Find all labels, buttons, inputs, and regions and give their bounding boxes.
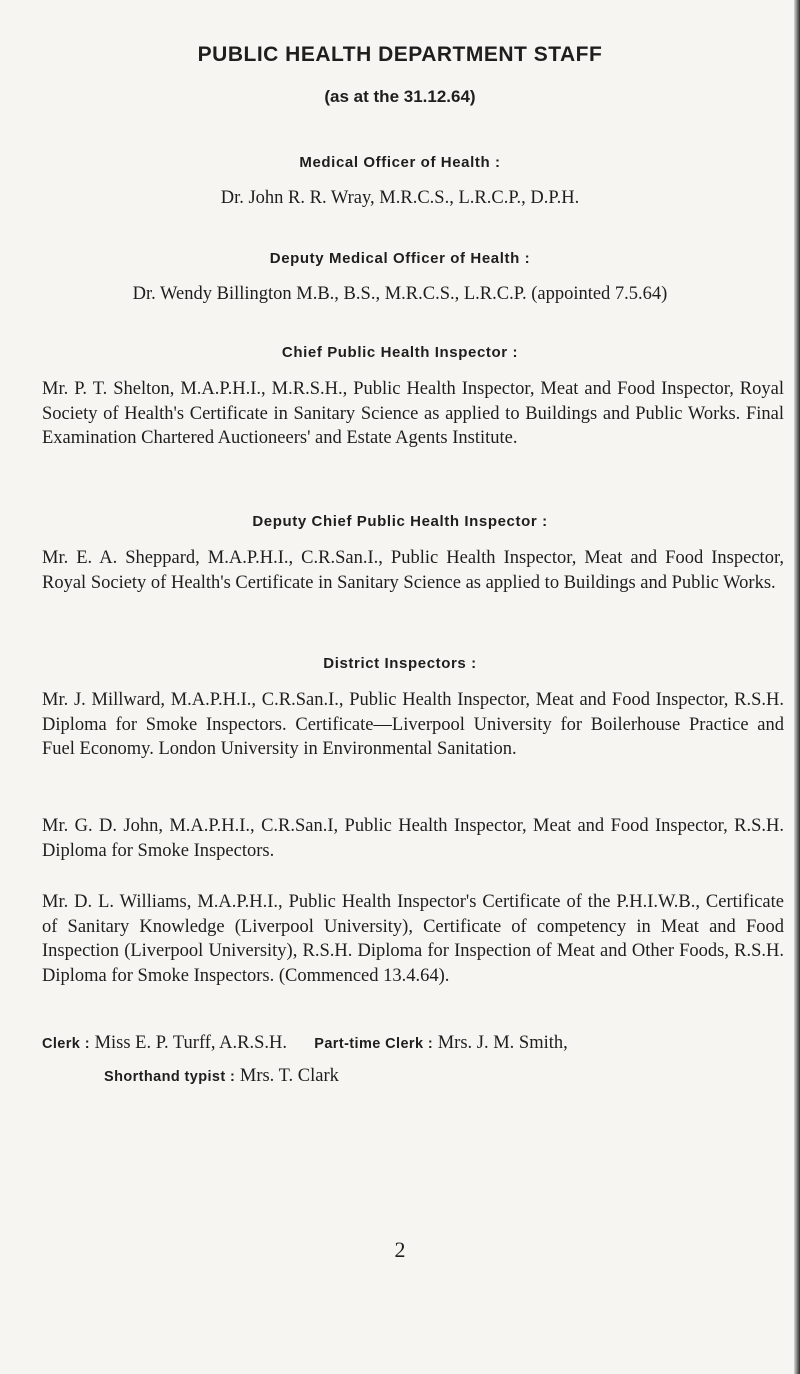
heading-deputy-chief-inspector: Deputy Chief Public Health Inspector :	[252, 513, 548, 530]
heading-district-inspectors: District Inspectors :	[323, 655, 477, 672]
heading-chief-inspector: Chief Public Health Inspector :	[281, 344, 519, 361]
page-subtitle: (as at the 31.12.64)	[324, 87, 476, 106]
deputy-medical-officer-name: Dr. Wendy Billington M.B., B.S., M.R.C.S., L.R.C.P. (appointed 7.5.64)	[132, 284, 668, 304]
part-time-clerk-name: Mrs. J. M. Smith,	[437, 1033, 568, 1053]
medical-officer-name: Dr. John R. R. Wray, M.R.C.S., L.R.C.P., D.P.H.	[220, 188, 580, 208]
typist-row	[104, 1066, 800, 1087]
district-inspector-entry: Mr. J. Millward, M.A.P.H.I., C.R.San.I., Public Health Inspector, Meat and Food Inspector, R.S.H. Diploma for Smoke Inspectors. Certificate—Liverpool University for Boilerhouse Practice and Fuel Economy. London University in Environmental Sanitation.	[42, 690, 784, 759]
heading-deputy-medical-officer: Deputy Medical Officer of Health :	[269, 250, 531, 267]
deputy-chief-inspector-details: Mr. E. A. Sheppard, M.A.P.H.I., C.R.San.I., Public Health Inspector, Meat and Food Inspector, Royal Society of Health's Certificate in Sanitary Science as applied to Buildings and Public Works.	[42, 548, 784, 593]
typist-name: Mrs. T. Clark	[239, 1066, 339, 1086]
clerk-name: Miss E. P. Turff, A.R.S.H.	[94, 1033, 288, 1053]
chief-inspector-details: Mr. P. T. Shelton, M.A.P.H.I., M.R.S.H., Public Health Inspector, Meat and Food Inspector, Royal Society of Health's Certificate in Sanitary Science as applied to Buildings and Public Works. Final Examination Chartered Auctioneers' and Estate Agents Institute.	[42, 379, 784, 448]
part-time-clerk-label: Part-time Clerk :	[314, 1036, 434, 1052]
page-title: PUBLIC HEALTH DEPARTMENT STAFF	[197, 43, 603, 66]
heading-medical-officer: Medical Officer of Health :	[299, 154, 501, 171]
clerical-staff-row	[42, 1033, 784, 1054]
district-inspector-entry: Mr. G. D. John, M.A.P.H.I., C.R.San.I, Public Health Inspector, Meat and Food Inspector, R.S.H. Diploma for Smoke Inspectors.	[42, 816, 784, 861]
typist-label: Shorthand typist :	[104, 1069, 236, 1085]
district-inspector-entry: Mr. D. L. Williams, M.A.P.H.I., Public Health Inspector's Certificate of the P.H.I.W.B., Certificate of Sanitary Knowledge (Liverpool University), Certificate of competency in Meat and Food Inspection (Liverpool University), R.S.H. Diploma for Inspection of Meat and Other Foods, R.S.H. Diploma for Smoke Inspectors. (Commenced 13.4.64).	[42, 892, 784, 986]
page-number: 2	[394, 1237, 406, 1262]
clerk-label: Clerk :	[42, 1036, 90, 1052]
